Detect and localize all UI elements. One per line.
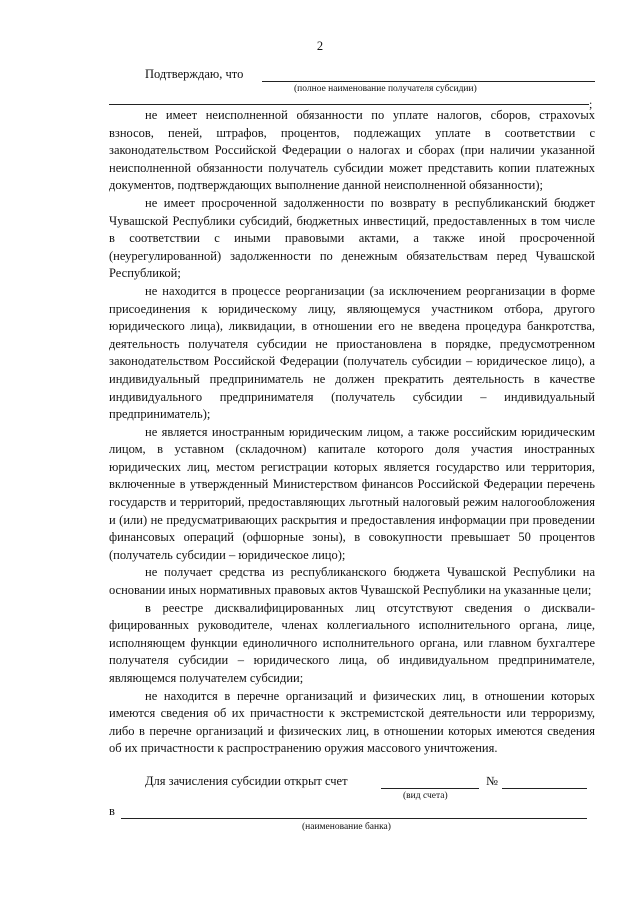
condition-paragraph: не находится в процессе реорганизации (за исключением реорганизации в форме присоединения к юридическому лицу, являющемуся участником отбора, другого юридического лица), ликвидации, в отношении его не введена процедура банкротства, деятельность получателя субсидии не приостановлена в порядке, предусмотренном законодательством Российской Федерации (получатель субсидии – юридическое лицо), а индивидуальный предприниматель не должен прекратить деятельность в качестве индивидуального предпринимателя (получатель субсидии – индивидуальный предприниматель); — [109, 283, 595, 422]
condition-paragraph: не получает средства из республиканского бюджета Чувашской Республики на основании иных нормативных правовых актов Чувашской Республики на указанные цели; — [109, 565, 595, 598]
account-lead-text: Для зачисления субсидии открыт счет — [145, 774, 348, 788]
recipient-name-blank-continued — [109, 104, 589, 105]
condition-paragraph: не является иностранным юридическим лицом, а также российским юридическим лицом, в уставном (складочном) капитале которого доля участия иностранных юридических лиц, местом регистрации которых является государство или территория, включенные в утвержденный Министерством финансов Российской Федерации перечень государств и территорий, предоставляющих льготный налоговый режим налогообложения и (или) не предусматривающих раскрытия и предоставления информации при проведении финансовых операций (офшорные зоны), в совокупности превышает 50 процентов (получатель субсидии – юридическое лицо); — [109, 424, 595, 562]
conditions-list — [109, 107, 595, 758]
bank-name-blank — [121, 818, 587, 819]
bank-name-caption: (наименование банка) — [302, 822, 391, 832]
account-type-blank — [381, 788, 479, 789]
bank-prefix: в — [109, 804, 115, 818]
condition-paragraph: в реестре дисквалифицированных лиц отсутствуют сведения о дисквалифицированных руководителе, членах коллегиального исполнительного органа, лице, исполняющем функции единоличного исполнительного органа, или главном бухгалтере получателя субсидии – юридического лица, об индивидуальном предпринимателе, являющемся получателем субсидии; — [109, 600, 595, 685]
account-type-caption: (вид счета) — [403, 791, 448, 801]
recipient-name-caption: (полное наименование получателя субсидии) — [294, 84, 477, 94]
account-number-blank — [502, 788, 587, 789]
condition-paragraph: не имеет просроченной задолженности по возврату в республиканский бюджет Чувашской Республики субсидий, бюджетных инвестиций, предоставленных в том числе в соответствии с иными правовыми актами, а также иной просроченной (неурегулированной) задолженности по денежным обязательствам перед Чувашской Республикой; — [109, 195, 595, 281]
page-number: 2 — [316, 39, 324, 53]
recipient-name-blank — [262, 81, 595, 82]
confirm-lead-text: Подтверждаю, что — [145, 67, 244, 81]
condition-paragraph: не находится в перечне организаций и физических лиц, в отношении которых имеются сведения об их причастности к экстремистской деятельности или терроризму, либо в перечне организаций и физических лиц, в отношении которых имеются сведения об их причастности к распространению оружия массового уничтожения. — [109, 688, 595, 756]
condition-paragraph: не имеет неисполненной обязанности по уплате налогов, сборов, страхоvых взносов, пеней, штрафов, процентов, подлежащих уплате в соответствии с законодательством Российской Федерации о налогах и сборах (при наличии указанной неисполненной обязанности получатель субсидии может представить копии платежных документов, подтверждающих выполнение данной неисполненной обязанности); — [109, 108, 595, 193]
account-number-sign: № — [486, 774, 498, 788]
confirm-line-end: ; — [589, 97, 593, 111]
